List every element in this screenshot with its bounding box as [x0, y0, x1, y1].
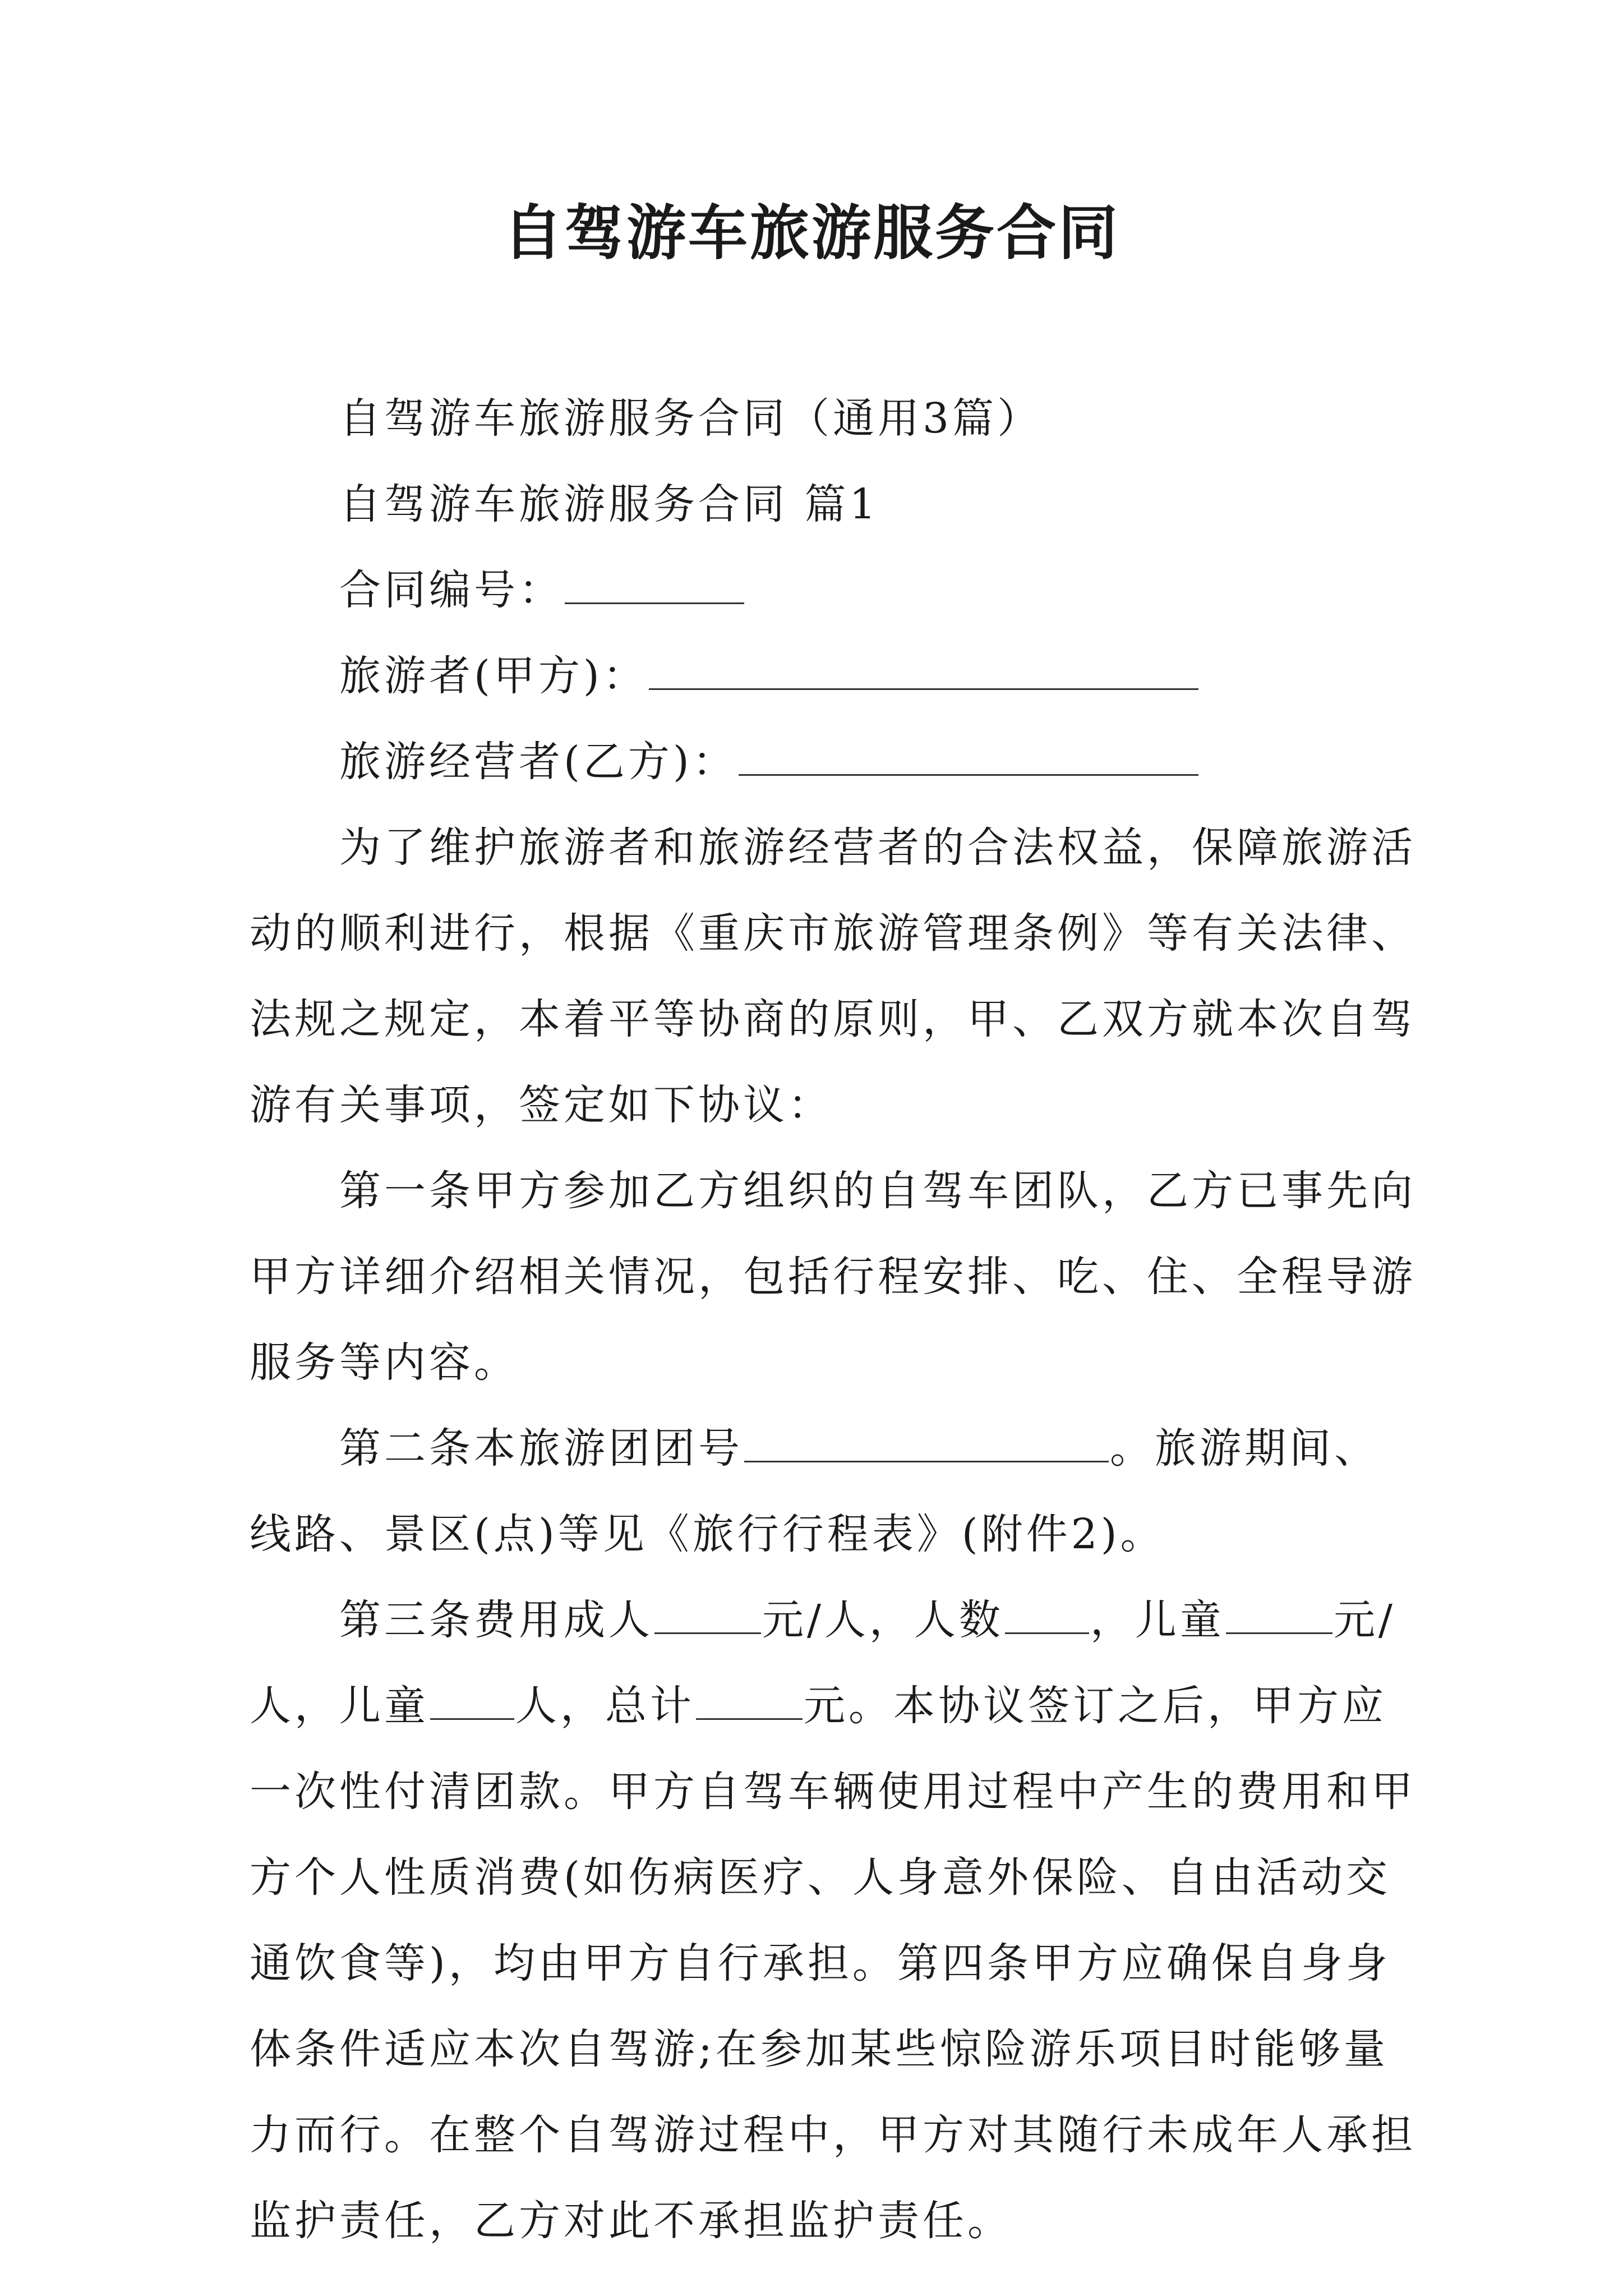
article3-line: 方个人性质消费(如伤病医疗、人身意外保险、自由活动交 — [250, 1853, 1391, 1902]
article3-line: 监护责任，乙方对此不承担监护责任。 — [250, 2197, 1012, 2245]
child-count-blank — [430, 1681, 514, 1720]
document-body — [250, 376, 1416, 2264]
contract-number-blank — [565, 565, 744, 604]
article3-text: 元。本协议签订之后，甲方应 — [804, 1682, 1387, 1730]
document-title: 自驾游车旅游服务合同 — [503, 197, 1120, 268]
article3-text: 人，儿童 — [250, 1682, 429, 1730]
article1-line: 甲方详细介绍相关情况，包括行程安排、吃、住、全程导游 — [250, 1253, 1416, 1301]
article2-line: 线路、景区(点)等见《旅行行程表》(附件2)。 — [250, 1510, 1165, 1558]
article1-line: 服务等内容。 — [250, 1338, 519, 1387]
article3-line — [250, 1577, 1396, 1663]
article3-text: 人，总计 — [515, 1682, 695, 1730]
article3-line: 一次性付清团款。甲方自驾车辆使用过程中产生的费用和甲 — [250, 1768, 1416, 1816]
article2-line — [250, 1406, 1388, 1492]
article3-text: 元/ — [1333, 1596, 1396, 1644]
party-b-row — [250, 719, 1388, 805]
article2-text: 第二条本旅游团团号 — [339, 1424, 743, 1473]
subtitle: 自驾游车旅游服务合同（通用3篇） — [339, 394, 1043, 443]
child-fee-blank — [1226, 1595, 1332, 1634]
article3-text: 第三条费用成人 — [339, 1596, 653, 1644]
adult-fee-blank — [654, 1595, 761, 1634]
article3-text: ，儿童 — [1090, 1596, 1225, 1644]
article3-line — [250, 1663, 1388, 1749]
contract-number-label: 合同编号： — [339, 566, 564, 614]
article3-line: 力而行。在整个自驾游过程中，甲方对其随行未成年人承担 — [250, 2111, 1416, 2159]
article3-line: 体条件适应本次自驾游;在参加某些惊险游乐项目时能够量 — [250, 2025, 1389, 2073]
part-heading: 自驾游车旅游服务合同 篇1 — [339, 480, 879, 528]
party-a-row — [250, 633, 1388, 719]
party-b-label: 旅游经营者(乙方)： — [339, 738, 737, 786]
party-a-label: 旅游者(甲方)： — [339, 652, 648, 700]
party-b-blank — [739, 737, 1198, 776]
party-a-blank — [649, 651, 1198, 690]
article3-text: 元/人，人数 — [762, 1596, 1004, 1644]
tour-group-number-blank — [744, 1424, 1109, 1462]
article3-line: 通饮食等)，均由甲方自行承担。第四条甲方应确保自身身 — [250, 1939, 1391, 1987]
headcount-blank — [1005, 1595, 1089, 1634]
intro-line: 为了维护旅游者和旅游经营者的合法权益，保障旅游活 — [339, 823, 1416, 872]
total-blank — [696, 1681, 803, 1720]
article2-text: 。旅游期间、 — [1110, 1424, 1379, 1473]
intro-line: 游有关事项，签定如下协议： — [250, 1081, 833, 1129]
intro-line: 法规之规定，本着平等协商的原则，甲、乙双方就本次自驾 — [250, 995, 1416, 1043]
article1-line: 第一条甲方参加乙方组织的自驾车团队，乙方已事先向 — [339, 1167, 1416, 1215]
contract-number-row — [250, 547, 1388, 633]
intro-line: 动的顺利进行，根据《重庆市旅游管理条例》等有关法律、 — [250, 909, 1416, 958]
